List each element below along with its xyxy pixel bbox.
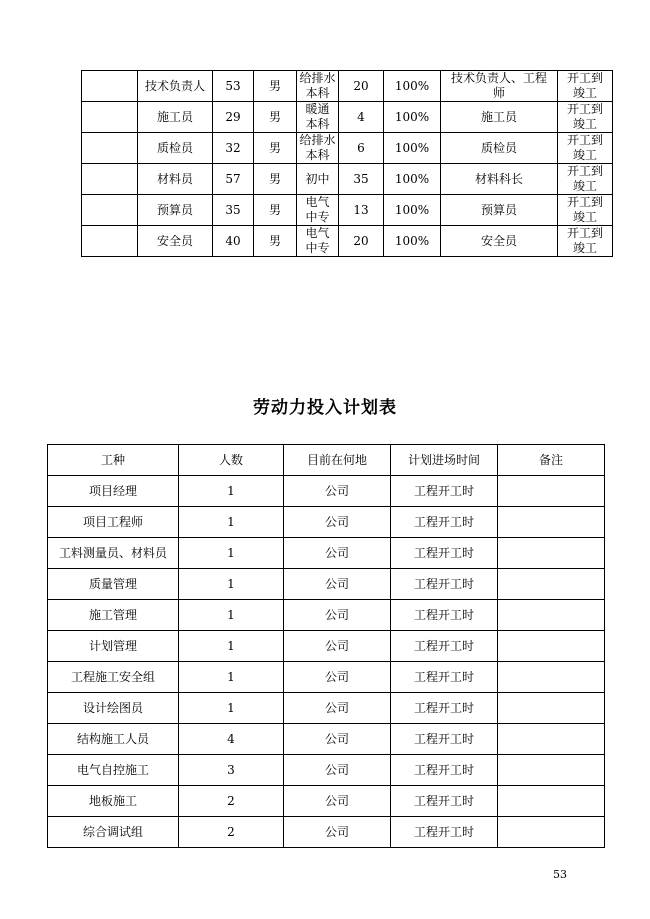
labor-entry-time: 工程开工时 xyxy=(391,569,498,600)
staff-period-line: 开工到 xyxy=(566,226,603,240)
labor-plan-row xyxy=(48,600,605,631)
labor-location: 公司 xyxy=(284,662,391,693)
labor-trade: 综合调试组 xyxy=(48,817,179,848)
labor-count: 4 xyxy=(179,724,284,755)
staff-age: 40 xyxy=(213,226,254,257)
labor-plan-header-row xyxy=(48,445,605,476)
staff-age: 53 xyxy=(213,71,254,102)
staff-education xyxy=(297,195,339,226)
staff-position-line: 安全员 xyxy=(480,233,517,248)
staff-period-line: 竣工 xyxy=(572,86,597,100)
staff-education-line: 暖通 xyxy=(305,102,330,116)
labor-plan-title: 劳动力投入计划表 xyxy=(253,398,397,418)
labor-count: 1 xyxy=(179,538,284,569)
labor-note xyxy=(498,755,605,786)
labor-plan-row xyxy=(48,476,605,507)
staff-position-line: 技术负责人、工程 xyxy=(450,71,547,85)
staff-education-line: 给排水 xyxy=(299,133,336,147)
staff-age: 57 xyxy=(213,164,254,195)
labor-location: 公司 xyxy=(284,724,391,755)
staff-position xyxy=(441,195,558,226)
labor-plan-row xyxy=(48,817,605,848)
labor-trade: 结构施工人员 xyxy=(48,724,179,755)
labor-note xyxy=(498,662,605,693)
staff-position xyxy=(441,133,558,164)
staff-rate: 100% xyxy=(384,195,441,226)
header-location: 目前在何地 xyxy=(284,445,391,476)
labor-location: 公司 xyxy=(284,755,391,786)
staff-period xyxy=(558,195,613,226)
labor-plan-row xyxy=(48,693,605,724)
labor-count: 1 xyxy=(179,569,284,600)
labor-count: 3 xyxy=(179,755,284,786)
staff-period-line: 开工到 xyxy=(566,102,603,116)
staff-rate: 100% xyxy=(384,164,441,195)
staff-age: 32 xyxy=(213,133,254,164)
labor-count: 1 xyxy=(179,693,284,724)
labor-plan-row xyxy=(48,755,605,786)
staff-period-line: 竣工 xyxy=(572,117,597,131)
staff-period xyxy=(558,102,613,133)
labor-trade: 计划管理 xyxy=(48,631,179,662)
header-count: 人数 xyxy=(179,445,284,476)
staff-row xyxy=(82,164,613,195)
staff-years: 13 xyxy=(339,195,384,226)
staff-education xyxy=(297,133,339,164)
labor-count: 1 xyxy=(179,476,284,507)
labor-plan-row xyxy=(48,507,605,538)
staff-role: 材料员 xyxy=(138,164,213,195)
staff-blank-cell xyxy=(82,226,138,257)
staff-period-line: 竣工 xyxy=(572,241,597,255)
labor-count: 1 xyxy=(179,600,284,631)
header-trade: 工种 xyxy=(48,445,179,476)
labor-plan-row xyxy=(48,631,605,662)
labor-entry-time: 工程开工时 xyxy=(391,476,498,507)
labor-entry-time: 工程开工时 xyxy=(391,755,498,786)
staff-position xyxy=(441,226,558,257)
labor-trade: 地板施工 xyxy=(48,786,179,817)
labor-trade: 工程施工安全组 xyxy=(48,662,179,693)
header-note: 备注 xyxy=(498,445,605,476)
staff-position-line: 质检员 xyxy=(480,140,517,155)
staff-rate: 100% xyxy=(384,226,441,257)
labor-entry-time: 工程开工时 xyxy=(391,786,498,817)
staff-period-line: 竣工 xyxy=(572,179,597,193)
staff-age: 35 xyxy=(213,195,254,226)
labor-note xyxy=(498,569,605,600)
staff-gender: 男 xyxy=(254,164,297,195)
labor-trade: 项目工程师 xyxy=(48,507,179,538)
labor-note xyxy=(498,507,605,538)
staff-role: 质检员 xyxy=(138,133,213,164)
staff-position xyxy=(441,102,558,133)
staff-period-line: 竣工 xyxy=(572,210,597,224)
labor-plan-row xyxy=(48,724,605,755)
staff-years: 20 xyxy=(339,226,384,257)
staff-role: 预算员 xyxy=(138,195,213,226)
labor-plan-body xyxy=(48,476,605,848)
labor-location: 公司 xyxy=(284,507,391,538)
staff-years: 6 xyxy=(339,133,384,164)
staff-education xyxy=(297,71,339,102)
labor-entry-time: 工程开工时 xyxy=(391,538,498,569)
staff-period xyxy=(558,164,613,195)
labor-trade: 施工管理 xyxy=(48,600,179,631)
labor-note xyxy=(498,693,605,724)
staff-rate: 100% xyxy=(384,133,441,164)
staff-role: 安全员 xyxy=(138,226,213,257)
staff-period xyxy=(558,226,613,257)
staff-period xyxy=(558,133,613,164)
labor-entry-time: 工程开工时 xyxy=(391,724,498,755)
labor-note xyxy=(498,476,605,507)
staff-blank-cell xyxy=(82,164,138,195)
labor-count: 2 xyxy=(179,786,284,817)
labor-entry-time: 工程开工时 xyxy=(391,631,498,662)
staff-row xyxy=(82,226,613,257)
staff-row xyxy=(82,71,613,102)
labor-entry-time: 工程开工时 xyxy=(391,693,498,724)
staff-period-line: 开工到 xyxy=(566,164,603,178)
staff-blank-cell xyxy=(82,133,138,164)
labor-entry-time: 工程开工时 xyxy=(391,507,498,538)
staff-education-line: 本科 xyxy=(305,117,330,131)
staff-education xyxy=(297,226,339,257)
staff-period-line: 开工到 xyxy=(566,195,603,209)
labor-trade: 工料测量员、材料员 xyxy=(48,538,179,569)
staff-gender: 男 xyxy=(254,102,297,133)
staff-years: 4 xyxy=(339,102,384,133)
labor-note xyxy=(498,631,605,662)
page-number: 53 xyxy=(553,868,567,881)
staff-blank-cell xyxy=(82,195,138,226)
labor-note xyxy=(498,817,605,848)
staff-education-line: 给排水 xyxy=(299,71,336,85)
staff-education-line: 电气 xyxy=(305,195,330,209)
staff-blank-cell xyxy=(82,71,138,102)
staff-blank-cell xyxy=(82,102,138,133)
staff-position-line: 施工员 xyxy=(480,109,517,124)
staff-rate: 100% xyxy=(384,102,441,133)
labor-trade: 设计绘图员 xyxy=(48,693,179,724)
labor-entry-time: 工程开工时 xyxy=(391,662,498,693)
staff-gender: 男 xyxy=(254,71,297,102)
labor-plan-row xyxy=(48,662,605,693)
staff-rate: 100% xyxy=(384,71,441,102)
labor-count: 2 xyxy=(179,817,284,848)
labor-entry-time: 工程开工时 xyxy=(391,600,498,631)
staff-education-line: 中专 xyxy=(305,210,330,224)
staff-table-body xyxy=(82,71,613,257)
labor-location: 公司 xyxy=(284,600,391,631)
staff-row xyxy=(82,133,613,164)
staff-row xyxy=(82,195,613,226)
staff-education xyxy=(297,102,339,133)
staff-position xyxy=(441,71,558,102)
staff-education-line: 本科 xyxy=(305,86,330,100)
staff-period-line: 开工到 xyxy=(566,133,603,147)
staff-position-line: 材料科长 xyxy=(474,171,523,186)
staff-years: 20 xyxy=(339,71,384,102)
labor-location: 公司 xyxy=(284,631,391,662)
labor-plan-row xyxy=(48,538,605,569)
labor-count: 1 xyxy=(179,631,284,662)
staff-gender: 男 xyxy=(254,133,297,164)
labor-count: 1 xyxy=(179,507,284,538)
labor-note xyxy=(498,600,605,631)
staff-row xyxy=(82,102,613,133)
labor-plan-row xyxy=(48,569,605,600)
staff-period xyxy=(558,71,613,102)
staff-education-line: 中专 xyxy=(305,241,330,255)
labor-location: 公司 xyxy=(284,693,391,724)
staff-position-line: 师 xyxy=(492,86,505,100)
staff-gender: 男 xyxy=(254,226,297,257)
labor-entry-time: 工程开工时 xyxy=(391,817,498,848)
labor-location: 公司 xyxy=(284,569,391,600)
staff-education-line: 初中 xyxy=(305,171,330,186)
staff-education-line: 电气 xyxy=(305,226,330,240)
staff-gender: 男 xyxy=(254,195,297,226)
staff-role: 技术负责人 xyxy=(138,71,213,102)
staff-period-line: 竣工 xyxy=(572,148,597,162)
staff-position-line: 预算员 xyxy=(480,202,517,217)
staff-education xyxy=(297,164,339,195)
labor-plan-row xyxy=(48,786,605,817)
labor-trade: 项目经理 xyxy=(48,476,179,507)
labor-count: 1 xyxy=(179,662,284,693)
labor-note xyxy=(498,724,605,755)
staff-table xyxy=(81,70,613,257)
labor-location: 公司 xyxy=(284,786,391,817)
labor-trade: 质量管理 xyxy=(48,569,179,600)
labor-location: 公司 xyxy=(284,538,391,569)
labor-plan-table xyxy=(47,444,605,848)
labor-trade: 电气自控施工 xyxy=(48,755,179,786)
labor-location: 公司 xyxy=(284,817,391,848)
staff-role: 施工员 xyxy=(138,102,213,133)
staff-period-line: 开工到 xyxy=(566,71,603,85)
labor-location: 公司 xyxy=(284,476,391,507)
staff-years: 35 xyxy=(339,164,384,195)
staff-age: 29 xyxy=(213,102,254,133)
staff-education-line: 本科 xyxy=(305,148,330,162)
labor-note xyxy=(498,538,605,569)
labor-note xyxy=(498,786,605,817)
staff-position xyxy=(441,164,558,195)
header-entry-time: 计划进场时间 xyxy=(391,445,498,476)
